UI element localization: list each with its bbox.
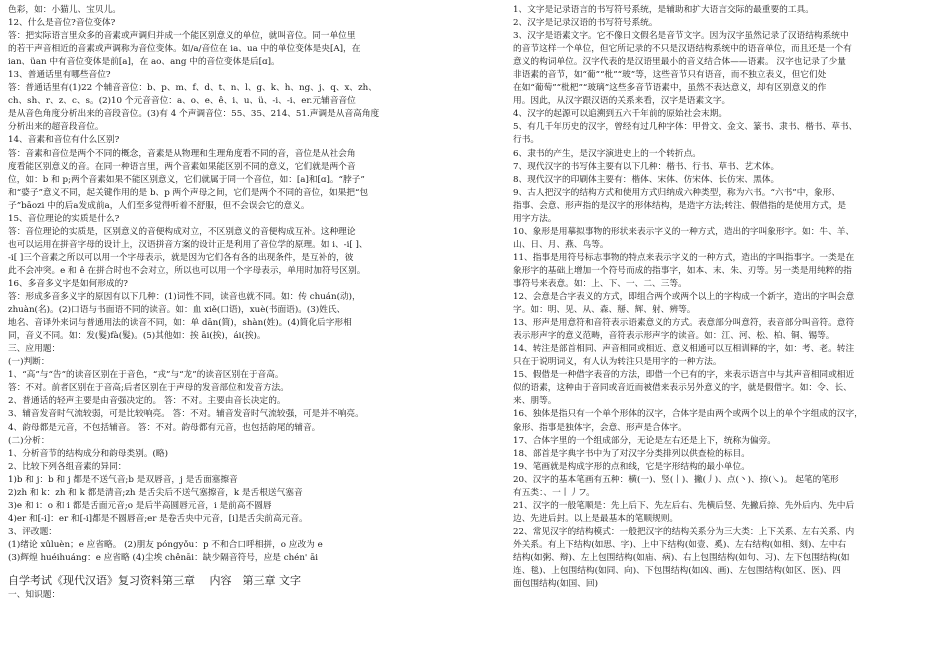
text-line: 19、笔画就是构成字形的点和线，它是字形结构的最小单位。: [513, 461, 750, 472]
text-line: 1、“高”与“告”的读音区别在于音色，“戎”与“龙”的读音区别在于音高。: [8, 370, 284, 381]
text-line: 12、会意是合字表义的方式，即组合两个或两个以上的字构成一个新字，造出的字叫会意: [513, 292, 855, 303]
text-line: 1、分析音节的结构成分和韵母类别。(略): [8, 448, 168, 459]
text-line: 子”bāozi 中的后a发成前a，人们至多觉得听着不舒服，但不会误会它的意义。: [8, 200, 310, 211]
text-line: zhuàn(名)。(2)口语与书面语不同的读音。如：血 xiě(口语)，xuè(书面语)。(3)姓氏、: [8, 305, 346, 316]
text-line: ian、üan 中有音位变体是前[a]，在 ao、ang 中的音位变体是后[ɑ]。: [8, 57, 280, 68]
text-line: 18、部首是字典字书中为了对汉字分类排列以供查检的标目。: [513, 448, 750, 459]
text-line: (二)分析：: [8, 435, 50, 446]
text-line: 15、音位理论的实质是什么?: [8, 213, 120, 224]
right-column: [513, 4, 939, 668]
text-line: 同，音义不同。如：发(髮)fà(髮)。(5)其他如：挨 āi(挨)，ái(挨)。: [8, 331, 266, 342]
text-line: 度看能区别意义的音。在同一种语言里，两个音素如果能区别不同的意义，它们就是两个音: [8, 161, 356, 172]
text-line: 分析出来的超音段音位。: [8, 122, 104, 133]
text-line: 15、假借是一种借字表音的方法，即借一个已有的字，来表示语言中与其声音相同或相近: [513, 370, 855, 381]
text-line: 的若干声音相近的音素或声调称为音位变体。如/a/音位在 ia、ua 中的单位变体是央[A]，在: [8, 44, 361, 55]
text-line: (一)判断：: [8, 357, 50, 368]
text-line: 7、现代汉字的书写体主要有以下几种：楷书、行书、草书、艺术体。: [513, 161, 780, 172]
text-line: 只在于说明词义，有人认为转注只是用字的一种方法。: [513, 357, 722, 368]
text-line: 2)zh 和 k：zh 和 k 都是清音;zh 是舌尖后不送气塞擦音，k 是舌根送气塞音: [8, 487, 303, 498]
text-line: 地名、音译外来词与普通用法的读音不同，如：单 dān(简)，shàn(姓)。(4)简化后字形相: [8, 318, 352, 329]
text-line: 2、汉字是记录汉语的书写符号系统。: [513, 18, 658, 29]
text-line: (3)辉煌 huéihuáng：e 应省略 (4)尘埃 chênāi：缺少隔音符号，应是 chén' āi: [8, 552, 319, 563]
text-line: 14、转注是部首相同、声音相同或相近、意义相通可以互相训释的字，如：考、老。转注: [513, 344, 855, 355]
text-line: 16、多音多义字是如何形成的?: [8, 278, 128, 289]
text-line: 边、先进后封。以上是最基本的笔顺规则。: [513, 513, 679, 524]
text-line: 外关系。有上下结构(如思、字)、上中下结构(如壹、奚)、左右结构(如相、刻)、左中右: [513, 539, 847, 550]
text-line: 答：形成多音多义字的原因有以下几种：(1)词性不同，读音也就不同。如：传 chuán(动)，: [8, 292, 361, 303]
text-line: 16、独体是指只有一个单个形体的汉字，合体字是由两个或两个以上的单个字组成的汉字，: [513, 409, 863, 420]
chapter-title: 自学考试《现代汉语》复习资料第三章 内容 第三章 文字: [8, 574, 301, 588]
text-line: 象形、指事是独体字，会意、形声是合体字。: [513, 422, 687, 433]
text-line: 此不会冲突。e 和 ê 在拼合时也不会对立，所以也可以用一个字母表示，单用时加符号区别。: [8, 265, 366, 276]
text-line: 6、隶书的产生，是汉字演进史上的一个转折点。: [513, 148, 701, 159]
text-line: 17、合体字里的一个组成部分，无论是左右还是上下，统称为偏旁。: [513, 435, 776, 446]
text-line: 字。如：明、见、从、森、掰、辉、射、辨等。: [513, 305, 696, 316]
text-line: 连、毯)、上包围结构(如同、向)、下包围结构(如凶、画)、左包围结构(如区、医)、四: [513, 566, 841, 577]
text-line: 5、有几千年历史的汉字，曾经有过几种字体：甲骨文、金文、篆书、隶书、楷书、草书、: [513, 122, 858, 133]
text-line: 一、知识题：: [8, 590, 61, 601]
text-line: 位，如：b 和 p;两个音素如果不能区别意义，它们就属于同一个音位，如：[a]和[ɑ]。“脖子”: [8, 174, 365, 185]
text-line: 非语素的音节，如“葡”“枇”“玻”等，这些音节只有语音，而不独立表义，但它们处: [513, 70, 827, 81]
text-line: 4)er 和[-i]：er 和[-i]都是不圆唇音;er 是卷舌央中元音，[i]是舌尖前高元音。: [8, 513, 308, 524]
text-line: 3、评改题：: [8, 526, 57, 537]
text-line: 3、辅音发音时气流较弱，可是比较响亮。 答：不对。辅音发音时气流较强，可是并不响亮。: [8, 409, 364, 420]
text-line: 答：音素和音位是两个不同的概念，音素是从物理和生理角度看不同的音，音位是从社会角: [8, 148, 356, 159]
text-line: 4、韵母都是元音，不包括辅音。 答：不对。韵母都有元音，也包括韵尾的辅音。: [8, 422, 321, 433]
text-line: 答：不对。前者区别在于音高;后者区别在于声母的发音部位和发音方法。: [8, 383, 289, 394]
text-line: 指事、会意、形声指的是汉字的形体结构，是造字方法;转注、假借指的是使用方式，是: [513, 200, 847, 211]
text-line: 21、汉字的一般笔顺是：先上后下、先左后右、先横后竖、先撇后捺、先外后内、先中后: [513, 500, 855, 511]
text-line: 行书。: [513, 135, 540, 146]
text-line: 1、文字是记录语言的书写符号系统，是辅助和扩大语言交际的最重要的工具。: [513, 5, 814, 15]
text-line: 2、比较下列各组音素的异同：: [8, 461, 127, 472]
left-column: [8, 4, 434, 668]
text-line: 答：普通话里有(1)22 个辅音音位：b、p、m、f、d、t、n、l、g、k、h、ng、j、q、x、zh、: [8, 83, 377, 94]
text-line: 在如“葡萄”“枇杷”“玻璃”这些多音节语素中，虽然不表达意义，却有区别意义的作: [513, 83, 827, 94]
text-line: 8、现代汉字的印刷体主要有：楷体、宋体、仿宋体、长仿宋、黑体。: [513, 174, 780, 185]
text-line: 来、朋等。: [513, 396, 557, 407]
text-line: 14、音素和音位有什么区别?: [8, 135, 120, 146]
text-line: 和“婆子”意义不同，起关键作用的是 b、p 两个声母之间，它们是两个不同的音位，如果把“包: [8, 187, 369, 198]
text-line: 象形字的基础上增加一个符号而成的指事字，如本、末、朱、刃等。另一类是用纯粹的指: [513, 265, 852, 276]
text-line: 22、常见汉字的结构模式：一般把汉字的结构关系分为三大类：上下关系、左右关系、内: [513, 526, 855, 537]
text-line: 12、什么是音位?音位变体?: [8, 18, 116, 29]
text-line: 有五类：、一丨丿フ。: [513, 487, 595, 498]
text-line: 用。因此，从汉字跟汉语的关系来看，汉字是语素文字。: [513, 96, 731, 107]
text-line: 1)b 和 j：b 和 j 都是不送气音;b 是双唇音，j 是舌面塞擦音: [8, 474, 238, 485]
text-line: 9、古人把汉字的结构方式和使用方式归纳成六种类型，称为六书。“六书”中，象形、: [513, 187, 841, 198]
text-line: 4、汉字的起源可以追溯到五六千年前的原始社会末期。: [513, 109, 728, 120]
text-line: 似的语素，这种由于音同或音近而被借来表示另外意义的字，就是假借字。如：令、长、: [513, 383, 852, 394]
text-line: 意义的构词单位。汉字代表的是汉语里最小的音义结合体——语素。 汉字也记录了少量: [513, 57, 846, 68]
text-line: 事符号来表意。如：上、下、一、二、三等。: [513, 278, 687, 289]
text-line: 用字方法。: [513, 213, 557, 224]
text-line: 表示形声字的意义范畴，音符表示形声字的读音。如：江、河、松、柏、铜、锡等。: [513, 331, 835, 342]
text-line: ch、sh、r、z、c、s。(2)10 个元音音位：a、o、e、ê、i、u、ü、-i、-i、er.元辅音音位: [8, 96, 356, 107]
text-line: 2、普通话的轻声主要是由音强决定的。 答：不对。主要由音长决定的。: [8, 396, 286, 407]
text-line: 色彩，如：小猫儿、宝贝儿。: [8, 5, 121, 15]
text-line: 的音节这样一个单位，但它所记录的不只是汉语结构系统中的语音单位，而且还是一个有: [513, 44, 852, 55]
text-line: 答：音位理论的实质是，区别意义的音便构成对立，不区别意义的音便构成互补。这种理论: [8, 226, 356, 237]
text-line: (1)绪论 xûluèn；e 应省略。 (2)朋友 póngyǒu：p 不和合口呼相拼，o 应改为 e: [8, 539, 323, 550]
text-line: 20、汉字的基本笔画有五种：横(一)、竖(丨)、撇(丿)、点(丶)、捺(㇏)。 起笔的笔形: [513, 474, 839, 485]
text-line: 3)e 和 i：o 和 i 都是舌面元音;o 是后半高圆唇元音，i 是前高不圆唇: [8, 500, 272, 511]
text-line: 三、应用题：: [8, 344, 61, 355]
text-line: 答：把实际语言里众多的音素或声调归并成一个能区别意义的单位，就叫音位。同一单位里: [8, 31, 356, 42]
text-line: 面包围结构(如国、回): [513, 579, 598, 590]
text-line: 3、汉字是语素文字。它不像日文假名是音节文字。因为汉字虽然记录了汉语结构系统中: [513, 31, 849, 42]
text-line: 13、普通话里有哪些音位?: [8, 70, 111, 81]
text-line: 结构(如粥、辩)、左上包围结构(如庙、病)、右上包围结构(如句、习)、左下包围结构(如: [513, 552, 850, 563]
text-line: 11、指事是用符号标志事物的特点来表示字义的一种方式，造出的字叫指事字。一类是在: [513, 252, 855, 263]
text-line: -i[ ]三个音素之所以可以用一个字母表示，就是因为它们各有各的出现条件，是互补的，彼: [8, 252, 354, 263]
text-line: 也可以运用在拼音字母的设计上，汉语拼音方案的设计正是利用了音位学的原理。如 i、-i[ ]、: [8, 239, 368, 250]
text-line: 是从音色角度分析出来的音段音位。(3)有 4 个声调音位：55、35、214、51.声调是从音高角度: [8, 109, 380, 120]
text-line: 13、形声是用意符和音符表示语素意义的方式。表意部分叫意符，表音部分叫音符。意符: [513, 318, 855, 329]
text-line: 山、日、月、燕、鸟等。: [513, 239, 609, 250]
text-line: 10、象形是用摹拟事物的形状来表示字义的一种方式，造出的字叫象形字。如：牛、羊、: [513, 226, 855, 237]
